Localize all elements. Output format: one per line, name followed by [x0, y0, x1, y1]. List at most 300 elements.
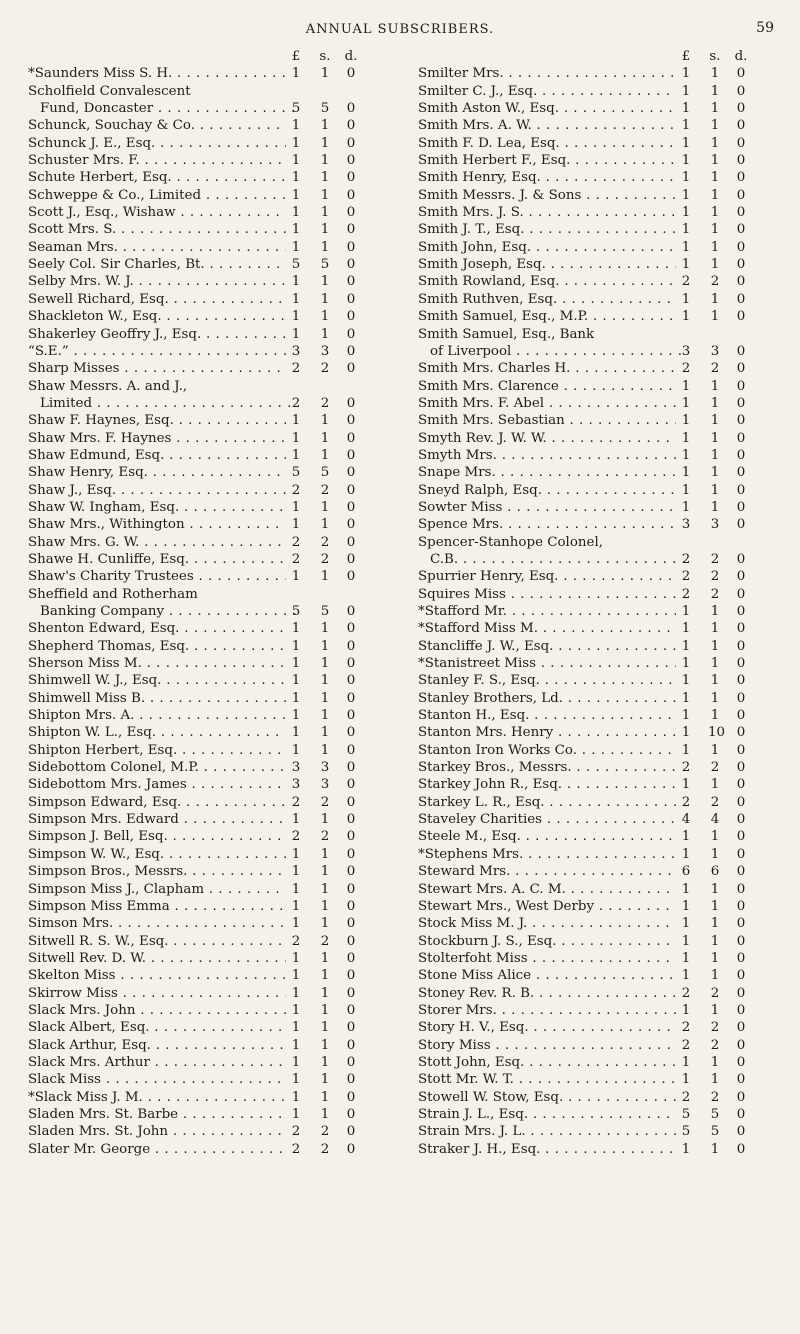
subscriber-name: Schute Herbert, Esq. . . .	[28, 169, 286, 186]
pence-amount: 0	[346, 1002, 356, 1018]
shillings-amount: 5	[320, 465, 330, 481]
subscriber-name: Smith Mrs. A. W. . . .	[418, 117, 676, 134]
subscriber-name: Spence Mrs. . . .	[418, 516, 676, 533]
shillings-amount: 3	[710, 517, 720, 533]
pounds-amount: 1	[291, 499, 301, 515]
pence-amount: 0	[346, 621, 356, 637]
shillings-amount: 1	[320, 968, 330, 984]
pounds-amount: 1	[291, 898, 301, 914]
subscriber-name: Slack Mrs. John . . .	[28, 1002, 286, 1019]
pence-amount: 0	[346, 656, 356, 672]
subscriber-row	[418, 360, 766, 377]
subscriber-row	[418, 464, 766, 481]
shillings-amount: 1	[320, 187, 330, 203]
pounds-amount: 3	[681, 517, 691, 533]
subscriber-name: Smilter Mrs. . . .	[418, 65, 676, 82]
pence-amount: 0	[346, 1089, 356, 1105]
pounds-amount: 6	[681, 864, 691, 880]
pence-amount: 0	[736, 1002, 746, 1018]
subscriber-row	[28, 967, 376, 984]
subscriber-row	[28, 1089, 376, 1106]
pounds-amount: 1	[291, 309, 301, 325]
pence-amount: 0	[346, 66, 356, 82]
subscriber-name: Sherson Miss M. . . .	[28, 655, 286, 672]
subscriber-name: Smith F. D. Lea, Esq. . . .	[418, 135, 676, 152]
subscriber-row	[28, 516, 376, 533]
pounds-amount: 2	[291, 482, 301, 498]
pence-amount: 0	[736, 187, 746, 203]
pence-amount: 0	[736, 205, 746, 221]
pence-amount: 0	[736, 83, 746, 99]
shillings-amount: 1	[320, 864, 330, 880]
subscriber-name: Smith Ruthven, Esq. . . .	[418, 291, 676, 308]
shillings-amount: 2	[710, 760, 720, 776]
pounds-amount: 1	[291, 1089, 301, 1105]
subscriber-row	[28, 638, 376, 655]
subscriber-name: Story Miss . . .	[418, 1037, 676, 1054]
pence-amount: 0	[736, 864, 746, 880]
subscriber-row	[28, 794, 376, 811]
subscriber-row	[418, 291, 766, 308]
pounds-amount: 1	[291, 291, 301, 307]
subscriber-row	[28, 117, 376, 134]
subscriber-name: Sladen Mrs. St. John . . .	[28, 1123, 286, 1140]
pounds-amount: 1	[681, 101, 691, 117]
pounds-amount: 1	[291, 447, 301, 463]
pounds-amount: 1	[681, 1002, 691, 1018]
subscriber-name: Shepherd Thomas, Esq. . . .	[28, 638, 286, 655]
shillings-amount: 1	[320, 812, 330, 828]
shillings-amount: 1	[710, 777, 720, 793]
shillings-amount: 3	[320, 760, 330, 776]
shillings-amount: 1	[320, 499, 330, 515]
subscriber-name: Smyth Mrs. . . .	[418, 447, 676, 464]
shillings-amount: 5	[710, 1124, 720, 1140]
pounds-amount: 1	[291, 239, 301, 255]
pence-amount: 0	[736, 517, 746, 533]
subscriber-name: Simpson Edward, Esq. . . .	[28, 794, 286, 811]
subscriber-name: Sharp Misses . . .	[28, 360, 286, 377]
shillings-amount: 2	[710, 586, 720, 602]
pence-amount: 0	[736, 361, 746, 377]
pence-amount: 0	[736, 777, 746, 793]
pounds-amount: 1	[681, 309, 691, 325]
subscriber-name: Smith Samuel, Esq., Bank	[418, 326, 595, 342]
pence-amount: 0	[346, 968, 356, 984]
subscriber-row	[28, 499, 376, 516]
subscriber-name: Slack Miss . . .	[28, 1071, 286, 1088]
pence-amount: 0	[346, 205, 356, 221]
subscriber-row	[418, 152, 766, 169]
pence-amount: 0	[346, 742, 356, 758]
pounds-amount: 2	[681, 551, 691, 567]
pounds-amount: 2	[291, 534, 301, 550]
subscriber-name: Smith Mrs. Clarence . . .	[418, 378, 676, 395]
pence-amount: 0	[736, 1020, 746, 1036]
shillings-amount: 1	[710, 742, 720, 758]
subscriber-row	[28, 1123, 376, 1140]
subscriber-name: Simpson Miss Emma . . .	[28, 898, 286, 915]
shillings-amount: 1	[320, 569, 330, 585]
pence-amount: 0	[346, 604, 356, 619]
pounds-amount: 1	[681, 604, 691, 619]
subscriber-row	[28, 221, 376, 238]
pence-amount: 0	[346, 274, 356, 290]
pence-amount: 0	[346, 1072, 356, 1088]
pounds-amount: 1	[291, 725, 301, 741]
subscriber-name: Smith Henry, Esq. . . .	[418, 169, 676, 186]
shillings-amount: 1	[710, 916, 720, 932]
subscriber-name: Shaw Henry, Esq. . . .	[28, 464, 286, 481]
shillings-amount: 2	[710, 569, 720, 585]
subscriber-row	[418, 603, 766, 620]
currency-header-right	[418, 48, 766, 65]
shillings-amount: 10	[708, 725, 726, 741]
subscriber-name: Simson Mrs. . . .	[28, 915, 286, 932]
shillings-amount: 1	[710, 950, 720, 966]
pounds-amount: 1	[681, 638, 691, 654]
shillings-amount: 2	[710, 1089, 720, 1105]
pence-amount: 0	[736, 916, 746, 932]
pence-amount: 0	[736, 586, 746, 602]
subscriber-row	[28, 395, 376, 412]
subscriber-name: Stanton Iron Works Co. . . .	[418, 742, 676, 759]
pounds-amount: 1	[291, 135, 301, 151]
subscriber-name: Starkey L. R., Esq. . . .	[418, 794, 676, 811]
subscriber-row	[28, 1002, 376, 1019]
shillings-amount: 1	[710, 708, 720, 724]
pence-amount: 0	[346, 673, 356, 689]
pence-amount: 0	[736, 430, 746, 446]
pounds-amount: 1	[681, 1072, 691, 1088]
subscriber-name: Stanley F. S., Esq. . . .	[418, 672, 676, 689]
shillings-amount: 1	[710, 413, 720, 429]
running-title: ANNUAL SUBSCRIBERS.	[305, 22, 495, 37]
pence-amount: 0	[346, 118, 356, 134]
pounds-amount: 2	[291, 551, 301, 567]
pounds-amount: 5	[681, 1106, 691, 1122]
subscriber-name: Straker J. H., Esq. . . .	[418, 1141, 676, 1158]
shillings-amount: 1	[320, 1072, 330, 1088]
pence-amount: 0	[736, 708, 746, 724]
shillings-amount: 1	[320, 1002, 330, 1018]
shillings-amount: 1	[710, 465, 720, 481]
pence-amount: 0	[346, 881, 356, 897]
pence-amount: 0	[346, 690, 356, 706]
pence-amount: 0	[736, 378, 746, 394]
pence-amount: 0	[736, 1141, 746, 1157]
pounds-amount: 1	[681, 846, 691, 862]
subscriber-name: Shimwell W. J., Esq. . . .	[28, 672, 286, 689]
subscriber-name: Sladen Mrs. St. Barbe . . .	[28, 1106, 286, 1123]
subscriber-name: Scott Mrs. S. . . .	[28, 221, 286, 238]
pounds-amount: 1	[681, 447, 691, 463]
subscriber-row	[418, 568, 766, 585]
shillings-amount: 1	[710, 638, 720, 654]
shillings-amount: 1	[320, 413, 330, 429]
pounds-amount: 2	[681, 1037, 691, 1053]
subscriber-row	[418, 343, 766, 360]
pounds-amount: 1	[291, 413, 301, 429]
subscriber-name: Shimwell Miss B. . . .	[28, 690, 286, 707]
pounds-amount: 2	[291, 1141, 301, 1157]
subscriber-name: Stone Miss Alice . . .	[418, 967, 676, 984]
shillings-amount: 1	[710, 690, 720, 706]
pounds-amount: 1	[291, 187, 301, 203]
subscriber-row	[28, 65, 376, 82]
subscriber-name: Smilter C. J., Esq. . . .	[418, 83, 676, 100]
pounds-amount: 1	[291, 638, 301, 654]
page-header	[0, 12, 800, 42]
subscriber-name: Smith Mrs. F. Abel . . .	[418, 395, 676, 412]
subscriber-name: Starkey John R., Esq. . . .	[418, 776, 676, 793]
subscriber-row	[28, 135, 376, 152]
subscriber-name: Sheffield and Rotherham	[28, 586, 198, 602]
shillings-amount: 1	[710, 898, 720, 914]
shillings-amount: 1	[710, 1002, 720, 1018]
subscriber-row	[418, 169, 766, 186]
shillings-amount: 1	[320, 517, 330, 533]
shillings-amount: 2	[320, 482, 330, 498]
pence-amount: 0	[736, 985, 746, 1001]
subscriber-name: *Stephens Mrs. . . .	[418, 846, 676, 863]
pounds-amount: 1	[291, 950, 301, 966]
pounds-amount: 1	[291, 673, 301, 689]
currency-header-left	[28, 48, 376, 65]
subscriber-name: Stowell W. Stow, Esq. . . .	[418, 1089, 676, 1106]
pence-amount: 0	[346, 794, 356, 810]
shillings-amount: 2	[710, 551, 720, 567]
subscriber-row	[28, 1071, 376, 1088]
subscriber-name: Shaw Mrs. F. Haynes . . .	[28, 430, 286, 447]
pence-amount: 0	[346, 725, 356, 741]
subscriber-row	[418, 482, 766, 499]
subscriber-name: Sowter Miss . . .	[418, 499, 676, 516]
pence-amount: 0	[346, 1054, 356, 1070]
subscriber-row	[28, 447, 376, 464]
pence-amount: 0	[736, 66, 746, 82]
shillings-amount: 1	[710, 66, 720, 82]
pounds-amount: 2	[681, 760, 691, 776]
pounds-amount: 1	[681, 708, 691, 724]
subscriber-row	[418, 1002, 766, 1019]
pence-amount: 0	[346, 760, 356, 776]
shillings-amount: 1	[320, 690, 330, 706]
subscriber-name: Slack Albert, Esq. . . .	[28, 1019, 286, 1036]
pounds-amount: 3	[291, 777, 301, 793]
pounds-amount: 1	[681, 395, 691, 411]
subscriber-name: Storer Mrs. . . .	[418, 1002, 676, 1019]
subscriber-name: Strain J. L., Esq. . . .	[418, 1106, 676, 1123]
subscriber-name: Stolterfoht Miss . . .	[418, 950, 676, 967]
subscriber-row	[28, 811, 376, 828]
subscriber-row	[418, 516, 766, 533]
shillings-amount: 1	[710, 153, 720, 169]
subscriber-row	[418, 863, 766, 880]
subscriber-row	[418, 395, 766, 412]
subscriber-row	[418, 65, 766, 82]
subscriber-name: Scholfield Convalescent	[28, 83, 191, 99]
pence-amount: 0	[346, 898, 356, 914]
subscriber-name: Schunck, Souchay & Co. . . .	[28, 117, 286, 134]
pounds-amount: 1	[681, 656, 691, 672]
subscriber-name: Simpson W. W., Esq. . . .	[28, 846, 286, 863]
subscriber-name: Smith Herbert F., Esq. . . .	[418, 152, 676, 169]
subscriber-name: Stott John, Esq. . . .	[418, 1054, 676, 1071]
subscriber-row	[418, 187, 766, 204]
shillings-amount: 1	[710, 482, 720, 498]
pence-amount: 0	[346, 551, 356, 567]
subscriber-name: Stott Mr. W. T. . . .	[418, 1071, 676, 1088]
pounds-amount: 1	[291, 517, 301, 533]
subscriber-row	[418, 1141, 766, 1158]
pence-amount: 0	[346, 569, 356, 585]
subscriber-name: Shipton W. L., Esq. . . .	[28, 724, 286, 741]
pounds-amount: 1	[681, 777, 691, 793]
subscriber-row	[28, 603, 376, 620]
subscriber-name: Snape Mrs. . . .	[418, 464, 676, 481]
subscriber-name: *Slack Miss J. M. . . .	[28, 1089, 286, 1106]
pence-heading: d.	[344, 49, 358, 64]
subscriber-row	[28, 1141, 376, 1158]
shillings-amount: 5	[320, 604, 330, 619]
shillings-heading: s.	[709, 49, 721, 64]
pounds-amount: 2	[291, 933, 301, 949]
subscriber-name: Fund, Doncaster . . .	[28, 100, 298, 117]
subscriber-name: “S.E.” . . .	[28, 343, 286, 360]
subscriber-row	[418, 135, 766, 152]
pounds-amount: 2	[681, 569, 691, 585]
pence-amount: 0	[736, 742, 746, 758]
shillings-amount: 1	[320, 291, 330, 307]
pounds-amount: 1	[291, 1020, 301, 1036]
subscriber-name: Simpson Mrs. Edward . . .	[28, 811, 286, 828]
subscriber-name: Shaw Mrs., Withington . . .	[28, 516, 286, 533]
shillings-amount: 2	[710, 274, 720, 290]
subscriber-name: Seely Col. Sir Charles, Bt. . . .	[28, 256, 286, 273]
pounds-amount: 5	[291, 101, 301, 117]
pence-amount: 0	[736, 881, 746, 897]
pounds-amount: 1	[681, 933, 691, 949]
pence-amount: 0	[736, 846, 746, 862]
pence-amount: 0	[346, 1124, 356, 1140]
shillings-amount: 1	[320, 916, 330, 932]
shillings-amount: 1	[710, 291, 720, 307]
subscriber-name: Spencer-Stanhope Colonel,	[418, 534, 603, 550]
subscriber-name: Smith Mrs. Sebastian . . .	[418, 412, 676, 429]
pounds-amount: 1	[681, 187, 691, 203]
subscriber-name: Sidebottom Colonel, M.P. . . .	[28, 759, 286, 776]
pounds-amount: 1	[291, 569, 301, 585]
pounds-amount: 1	[291, 656, 301, 672]
subscriber-row	[28, 534, 376, 551]
subscriber-name: Smith Mrs. J. S. . . .	[418, 204, 676, 221]
shillings-amount: 1	[320, 742, 330, 758]
shillings-amount: 2	[320, 829, 330, 845]
shillings-amount: 5	[710, 1106, 720, 1122]
pounds-amount: 1	[681, 742, 691, 758]
subscriber-row	[28, 950, 376, 967]
pence-amount: 0	[346, 933, 356, 949]
shillings-amount: 1	[320, 725, 330, 741]
pounds-amount: 1	[681, 950, 691, 966]
pence-amount: 0	[736, 153, 746, 169]
shillings-amount: 3	[710, 343, 720, 359]
subscriber-name: Shakerley Geoffry J., Esq. . . .	[28, 326, 286, 343]
subscriber-name: C.B. . . .	[418, 551, 688, 568]
pounds-amount: 1	[291, 118, 301, 134]
shillings-amount: 1	[320, 1020, 330, 1036]
subscriber-row	[28, 863, 376, 880]
pence-amount: 0	[736, 621, 746, 637]
subscriber-row	[418, 759, 766, 776]
pence-amount: 0	[346, 361, 356, 377]
pounds-amount: 1	[681, 222, 691, 238]
pence-amount: 0	[736, 257, 746, 273]
page-number: 59	[756, 20, 774, 36]
subscriber-row	[418, 742, 766, 759]
pounds-amount: 1	[681, 898, 691, 914]
pounds-amount: 1	[291, 66, 301, 82]
subscriber-row	[28, 551, 376, 568]
pence-amount: 0	[346, 829, 356, 845]
shillings-amount: 5	[320, 257, 330, 273]
pence-amount: 0	[736, 638, 746, 654]
pence-amount: 0	[346, 777, 356, 793]
pence-amount: 0	[346, 413, 356, 429]
pence-amount: 0	[346, 430, 356, 446]
pounds-amount: 1	[681, 482, 691, 498]
subscriber-name: Story H. V., Esq. . . .	[418, 1019, 676, 1036]
shillings-amount: 1	[320, 153, 330, 169]
pounds-amount: 3	[681, 343, 691, 359]
subscriber-name: Sewell Richard, Esq. . . .	[28, 291, 286, 308]
subscriber-name: Shaw F. Haynes, Esq. . . .	[28, 412, 286, 429]
pounds-amount: 2	[291, 395, 301, 411]
subscriber-row	[418, 100, 766, 117]
pounds-amount: 1	[291, 708, 301, 724]
subscriber-name: *Stafford Miss M. . . .	[418, 620, 676, 637]
subscriber-name: Limited . . .	[28, 395, 298, 412]
subscriber-name: Shaw Edmund, Esq. . . .	[28, 447, 286, 464]
pence-amount: 0	[346, 638, 356, 654]
shillings-amount: 1	[320, 1106, 330, 1122]
pounds-amount: 1	[291, 985, 301, 1001]
pounds-heading: £	[291, 49, 301, 64]
subscriber-name: Shaw's Charity Trustees . . .	[28, 568, 286, 585]
shillings-amount: 1	[320, 66, 330, 82]
shillings-amount: 1	[320, 1037, 330, 1053]
subscriber-row	[418, 586, 766, 603]
pence-amount: 0	[736, 170, 746, 186]
right-column	[418, 48, 766, 1158]
subscriber-name: Smith Mrs. Charles H. . . .	[418, 360, 676, 377]
pence-amount: 0	[736, 274, 746, 290]
subscriber-row	[28, 464, 376, 481]
pence-amount: 0	[736, 1054, 746, 1070]
subscriber-row	[418, 412, 766, 429]
subscriber-row	[28, 620, 376, 637]
shillings-amount: 1	[710, 135, 720, 151]
subscriber-row	[28, 256, 376, 273]
subscriber-name: Shawe H. Cunliffe, Esq. . . .	[28, 551, 286, 568]
subscriber-name: Stockburn J. S., Esq. . . .	[418, 933, 676, 950]
pence-amount: 0	[736, 499, 746, 515]
pounds-amount: 3	[291, 343, 301, 359]
pounds-amount: 1	[681, 291, 691, 307]
subscriber-row	[418, 326, 766, 343]
subscriber-name: Schunck J. E., Esq. . . .	[28, 135, 286, 152]
